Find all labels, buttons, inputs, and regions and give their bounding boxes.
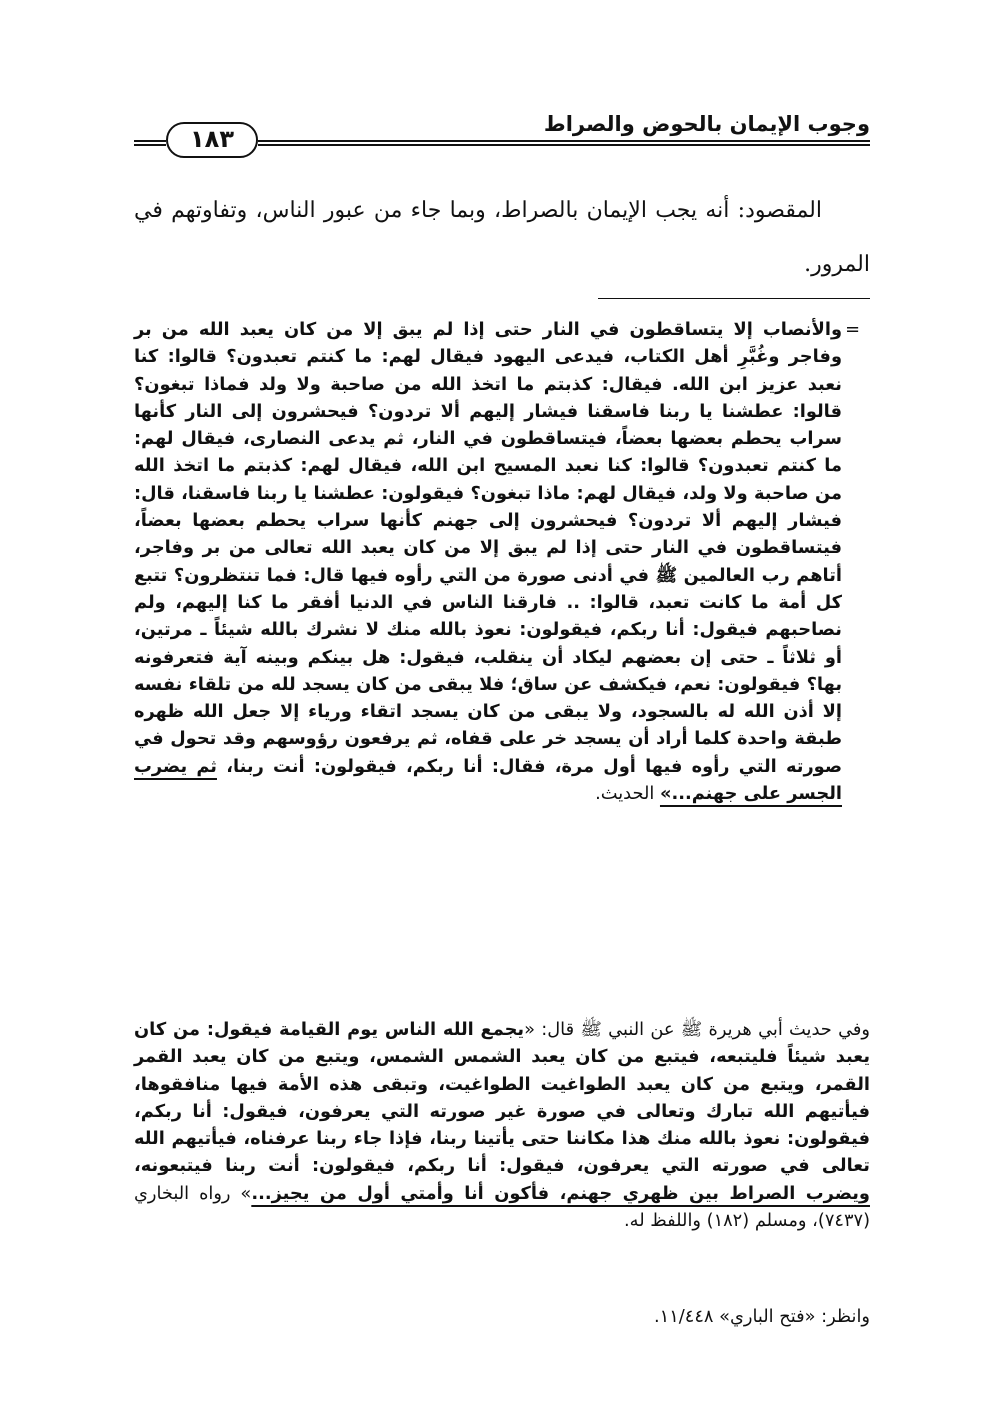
underlined-hadith-quote: ويضرب الصراط بين ظهري جهنم، فأكون أنا وأمتي أول من يجيز...: [251, 1182, 870, 1204]
chapter-title: وجوب الإيمان بالحوض والصراط: [543, 112, 870, 136]
header-double-rule-left: [134, 140, 166, 146]
footnote-abu-hurairah: [134, 1016, 870, 1234]
reference-line: وانظر: «فتح الباري» ١١/٤٤٨.: [654, 1306, 870, 1327]
hadith-suffix: الحديث.: [595, 783, 660, 805]
footnote-separator: [598, 298, 870, 299]
continuation-marker: =: [845, 319, 860, 340]
hadith-source: » رواه البخاري (٧٤٣٧)، ومسلم (١٨٢) واللفظ له.: [134, 1182, 870, 1232]
footnote-continuation: [134, 316, 870, 807]
header-double-rule: [258, 140, 870, 146]
hadith-intro: وفي حديث أبي هريرة ﷺ عن النبي ﷺ قال: «: [524, 1019, 870, 1040]
page-number: ١٨٣: [166, 122, 258, 158]
underlined-hadith-text: ثم يضرب الجسر على جهنم...»: [134, 755, 842, 805]
main-paragraph: المقصود: أنه يجب الإيمان بالصراط، وبما جاء من عبور الناس، وتفاوتهم في المرور.: [134, 198, 870, 277]
footnote-continuation-body: [134, 316, 842, 807]
hadith-text: والأنصاب إلا يتساقطون في النار حتى إذا لم يبق إلا من كان يعبد الله من بر وفاجر وغُبَّرِ أهل الكتاب، فيدعى اليهود فيقال لهم: ما كنتم تعبدون؟ قالوا: كنا نعبد عزيز ابن الله. فيقال: كذبتم ما اتخذ الله من صاحبة ولا ولد فماذا تبغون؟ قالوا: عطشنا يا ربنا فاسقنا فيشار إليهم ألا تردون؟ فيحشرون إلى النار كأنها سراب يحطم بعضها بعضاً، فيتساقطون في النار، ثم يدعى النصارى، فيقال لهم: ما كنتم تعبدون؟ قالوا: كنا نعبد المسيح ابن الله، فيقال لهم: كذبتم ما اتخذ الله من صاحبة ولا ولد، فيقال لهم: ماذا تبغون؟ فيقولون: عطشنا يا ربنا فاسقنا، قال: فيشار إليهم ألا تردون؟ فيحشرون إلى جهنم كأنها سراب يحطم بعضها بعضاً، فيتساقطون في النار حتى إذا لم يبق إلا من كان يعبد الله تعالى من بر وفاجر، أتاهم رب العالمين ﷺ في أدنى صورة من التي رأوه فيها قال: فما تنتظرون؟ تتبع كل أمة ما كانت تعبد، قالوا: .. فارقنا الناس في الدنيا أفقر ما كنا إليهم، ولم نصاحبهم فيقول: أنا ربكم، فيقولون: نعوذ بالله منك لا نشرك بالله شيئاً ـ مرتين، أو ثلاثاً ـ حتى إن بعضهم ليكاد أن ينقلب، فيقول: هل بينكم وبينه آية فتعرفونه بها؟ فيقولون: نعم، فيكشف عن ساق؛ فلا يبقى من كان يسجد لله من تلقاء نفسه إلا أذن الله له بالسجود، ولا يبقى من كان يسجد اتقاء ورياء إلا جعل الله ظهره طبقة واحدة كلما أراد أن يسجد خر على قفاه، ثم يرفعون رؤوسهم وقد تحول في صورته التي رأوه فيها أول مرة، فقال: أنا ربكم، فيقولون: أنت ربنا،: [134, 319, 843, 777]
hadith-quote: يجمع الله الناس يوم القيامة فيقول: من كان يعبد شيئاً فليتبعه، فيتبع من كان يعبد الشمس الشمس، ويتبع من كان يعبد القمر القمر، ويتبع من كان يعبد الطواغيت الطواغيت، وتبقى هذه الأمة فيها منافقوها، فيأتيهم الله تبارك وتعالى في صورة غير صورته التي يعرفون، فيقول: أنا ربكم، فيقولون: نعوذ بالله منك هذا مكاننا حتى يأتينا ربنا، فإذا جاء ربنا عرفناه، فيأتيهم الله تعالى في صورته التي يعرفون، فيقول: أنا ربكم، فيقولون: أنت ربنا فيتبعونه،: [134, 1019, 870, 1177]
